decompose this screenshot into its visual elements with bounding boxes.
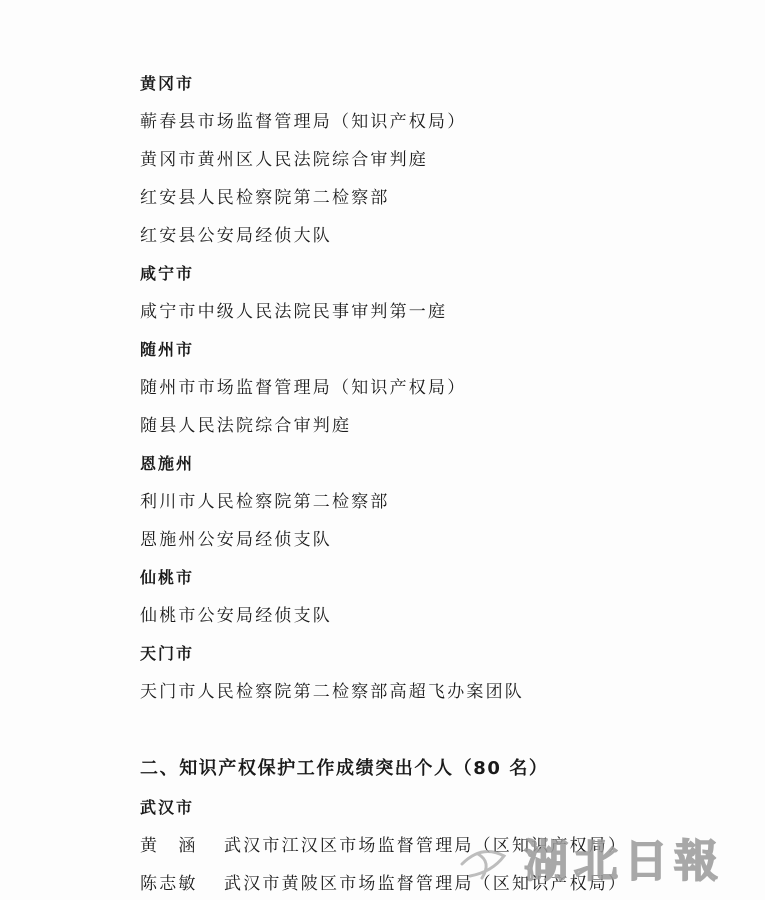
city-heading-xianning: 咸宁市: [140, 264, 195, 283]
person-name: 黄 涵: [140, 836, 198, 856]
org-item: 红安县公安局经侦大队: [140, 226, 332, 246]
section-heading: 二、知识产权保护工作成绩突出个人（80 名）: [140, 758, 549, 779]
org-item: 恩施州公安局经侦支队: [140, 530, 332, 550]
person-name: 陈志敏: [140, 874, 198, 894]
org-item: 利川市人民检察院第二检察部: [140, 492, 390, 512]
org-item: 随州市市场监督管理局（知识产权局）: [140, 378, 467, 398]
person-org: 武汉市黄陂区市场监督管理局（区知识产权局）: [224, 874, 628, 894]
city-heading-enshi: 恩施州: [140, 454, 195, 473]
city-heading-suizhou: 随州市: [140, 340, 195, 359]
org-item: 蕲春县市场监督管理局（知识产权局）: [140, 112, 467, 132]
watermark-icon: [452, 824, 764, 894]
watermark-logo: [452, 824, 764, 894]
org-item: 咸宁市中级人民法院民事审判第一庭: [140, 302, 448, 322]
svg-text:湖北日報: 湖北日報: [524, 836, 724, 887]
org-item: 随县人民法院综合审判庭: [140, 416, 352, 436]
org-item: 天门市人民检察院第二检察部高超飞办案团队: [140, 682, 524, 702]
city-heading-wuhan: 武汉市: [140, 798, 195, 817]
org-item: 黄冈市黄州区人民法院综合审判庭: [140, 150, 428, 170]
city-heading-tianmen: 天门市: [140, 644, 195, 663]
city-heading-xiantao: 仙桃市: [140, 568, 195, 587]
org-item: 仙桃市公安局经侦支队: [140, 606, 332, 626]
org-item: 红安县人民检察院第二检察部: [140, 188, 390, 208]
city-heading-huanggang: 黄冈市: [140, 74, 195, 93]
person-org: 武汉市江汉区市场监督管理局（区知识产权局）: [224, 836, 628, 856]
